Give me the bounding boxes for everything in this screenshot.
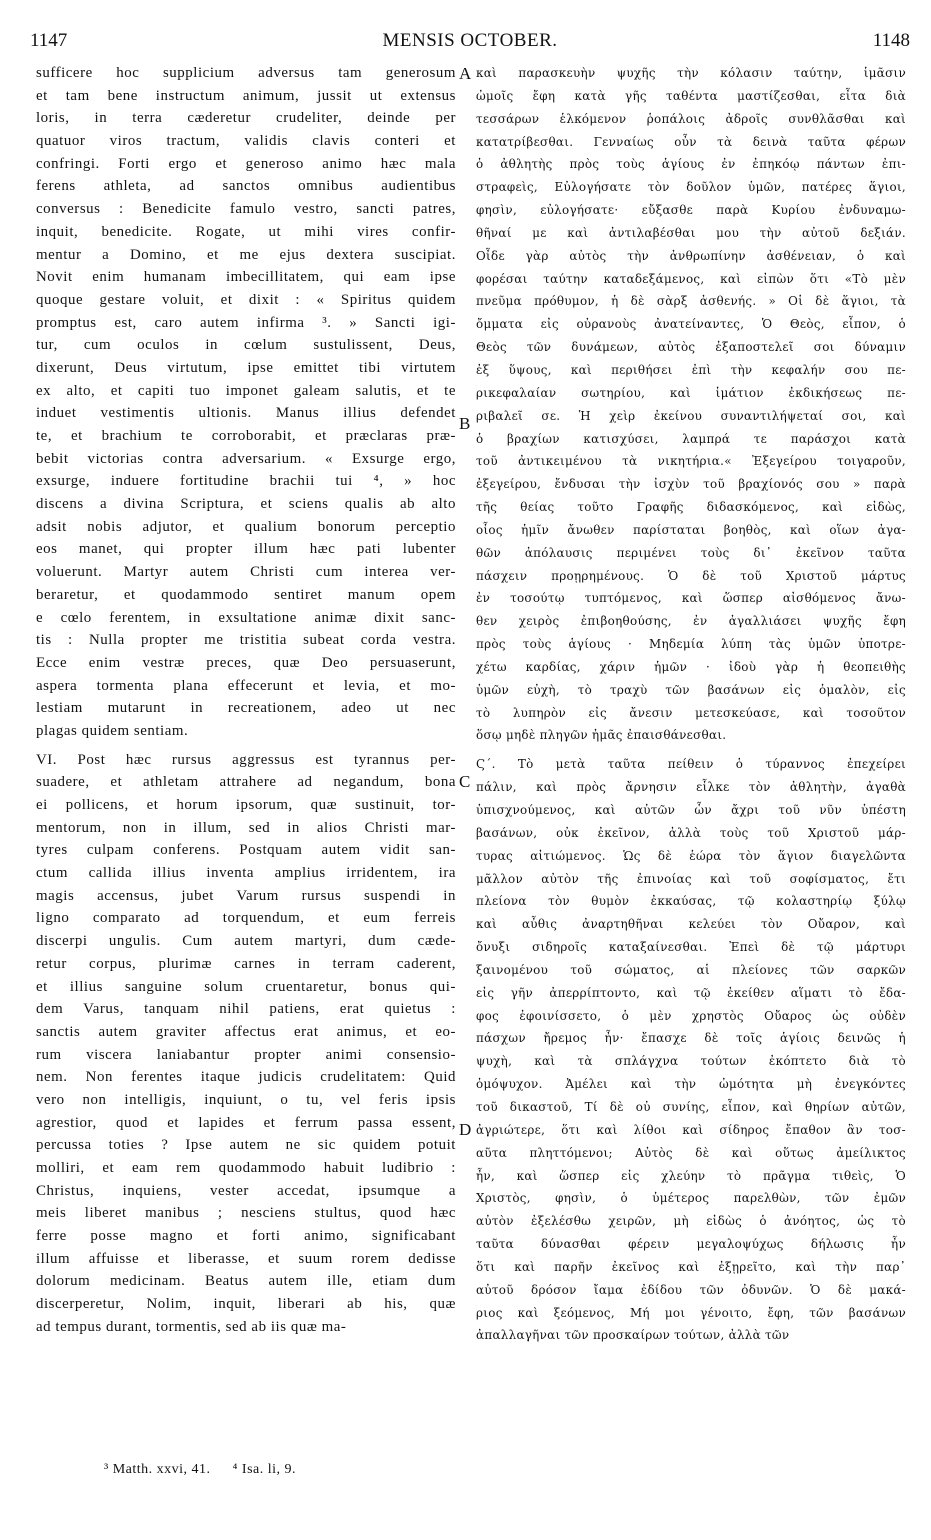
text-line: Ϛ΄. Τὸ μετὰ ταῦτα πείθειν ὁ τύραννος ἐπεχείρει	[476, 757, 906, 772]
text-line: τὸ λυπηρὸν εἰς ἄνεσιν μετεσκεύασε, καὶ τοσοῦτον	[476, 705, 906, 720]
page-number-left: 1147	[30, 30, 68, 51]
text-line: ὅσῳ μηδὲ πληγῶν ἡμᾶς ἐπαισθάνεσθαι.	[476, 728, 727, 743]
text-line: ξαινομένου τοῦ σώματος, αἱ πλείονες τῶν σαρκῶν	[476, 962, 906, 977]
text-line: conversus : Benedicite famulo vestro, sancti patres,	[36, 201, 456, 218]
text-line: ρικεφαλαίαν σωτηρίου, καὶ ἱμάτιον ἐκδικήσεως πε-	[476, 385, 906, 400]
text-line: αὐτὸν ἐξελέσθω χειρῶν, μὴ εἰδὼς ὁ ἀνόητος, ὡς τὸ	[476, 1214, 906, 1229]
text-line: ἀγριώτερε, ὅτι καὶ λίθοι καὶ σίδηρος ἔπαθον ἂν τοσ-	[476, 1122, 906, 1137]
text-line: loris, in terra cæderetur crudeliter, deinde per	[36, 110, 456, 127]
margin-marker-b: B	[459, 414, 471, 433]
text-line: ριος καὶ ξεόμενος, Μή μοι γένοιτο, ἔφη, τῶν βασάνων	[476, 1305, 906, 1320]
text-line: ad tempus durant, tormentis, sed ab iis quæ ma-	[36, 1318, 347, 1335]
text-line: κατατρίβεσθαι. Γενναίως οὖν τὰ δεινὰ ταῦτα φέρων	[476, 134, 906, 149]
text-line: mentur a Domino, et me ejus dextera suscipiat.	[36, 246, 456, 263]
text-line: rum viscera laniabantur propter animi consensio-	[36, 1046, 456, 1063]
text-line: ἐξ ὕψους, καὶ περιθήσει ἐπὶ τὴν κεφαλήν σου πε-	[476, 362, 906, 377]
text-line: ὑμῶν εὐχὴ, τὸ τραχὺ τῶν βασάνων εἰς ὁμαλὸν, εἰς	[476, 682, 906, 697]
text-line: ei pollicens, et horum ipsorum, quæ sustinuit, tor-	[36, 797, 456, 813]
text-line: Christus, inquiens, vester accedat, ipsumque a	[36, 1182, 456, 1199]
text-line: bebit victorias contra adversarium. « Exsurge ergo,	[36, 450, 456, 467]
latin-paragraph	[36, 62, 456, 743]
text-line: suadere, et athletam attrahere ad negandum, bona	[36, 774, 456, 791]
text-line: discerperetur, Nolim, inquit, liberari ab his, quæ	[36, 1296, 456, 1313]
text-line: τοῦ δικαστοῦ, Τί δὲ οὐ συνίης, εἶπον, καὶ θηρίων αὐτῶν,	[476, 1099, 906, 1114]
text-line: et tam bene instructum animum, jussit ut extensus	[36, 87, 456, 104]
text-line: nem. Non ferentes itaque judicis crudelitatem: Quid	[36, 1069, 456, 1086]
text-line: vero non intelligis, inquiunt, o tu, vel feris ipsis	[36, 1091, 456, 1108]
text-line: voluerunt. Martyr autem Christi cum interea ver-	[36, 564, 456, 581]
text-line: discerpi ungulis. Cum autem martyri, dum cæde-	[36, 933, 456, 950]
text-line: στραφεὶς, Εὐλογήσατε τὸν δοῦλον ὑμῶν, πατέρες ἅγιοι,	[476, 180, 906, 195]
text-line: ligno comparato ad torquendum, et eum ferreis	[36, 910, 456, 927]
text-line: ὁ ἀθλητὴς πρὸς τοὺς ἁγίους ἐν ἐπηκόῳ πάντων ἐπι-	[476, 157, 906, 172]
text-line: inquit, benedicite. Rogate, ut mihi vires confir-	[36, 223, 456, 240]
text-line: ὑπισχνούμενος, καὶ αὐτῶν ὧν ἄχρι τοῦ νῦν ὑπέστη	[476, 803, 906, 817]
text-line: πάσχειν προῃρημένους. Ὁ δὲ τοῦ Χριστοῦ μάρτυς	[476, 568, 906, 583]
greek-paragraph	[476, 753, 906, 1347]
text-line: dolorum medicinam. Beatus autem ille, etiam dum	[36, 1273, 456, 1290]
text-line: ὁ βραχίων κατισχύσει, λαμπρά τε παράσχοι κατὰ	[476, 431, 906, 446]
margin-marker-a: A	[459, 64, 472, 83]
text-line: μᾶλλον αὐτὸν τῆς ἐπινοίας καὶ τοῦ σοφίσματος, ἔτι	[476, 871, 906, 886]
text-line: βασάνων, οὐκ ἐκεῖνον, ἀλλὰ τοὺς τοῦ Χριστοῦ μάρ-	[476, 825, 906, 840]
text-line: τοῦ ἀντικειμένου τὰ νικητήρια.« Ἐξεγείρου τοιγαροῦν,	[476, 454, 906, 469]
text-line: agrestior, quod et lapides et ferrum passa essent,	[36, 1114, 456, 1131]
text-line: φησὶν, εὐλογήσατε· εὔξασθε παρὰ Κυρίου ἐνδυναμω-	[476, 203, 906, 218]
page-number-right: 1148	[872, 30, 910, 51]
text-line: ctum callida illius inventa amplius irridentem, ira	[36, 865, 456, 882]
text-line: ὅτι καὶ παρῆν ἐκεῖνος καὶ ἐξῃρεῖτο, καὶ τὴν παρ᾽	[476, 1259, 906, 1274]
running-title: MENSIS OCTOBER.	[382, 30, 558, 51]
footnotes	[104, 1462, 314, 1478]
margin-marker-d: D	[459, 1120, 472, 1139]
footnote: ⁴ Isa. li, 9.	[232, 1462, 297, 1477]
text-line: ἀπαλλαγῆναι τῶν προσκαίρων τούτων, ἀλλὰ τῶν	[476, 1328, 790, 1343]
text-line: quoque gestare voluit, et dixit : « Spiritus quidem	[36, 291, 456, 308]
text-line: ὄμματα εἰς οὐρανοὺς ἀνατείναντες, Ὁ Θεὸς, εἶπον, ὁ	[476, 317, 906, 332]
text-line: φορέσαι ταύτην καταδεξάμενος, καὶ εἰπὼν ὅτι «Τὸ μὲν	[476, 271, 906, 286]
text-line: καὶ παρασκευὴν ψυχῆς τὴν κόλασιν ταύτην, ἱμᾶσιν	[476, 66, 906, 80]
text-line: tis : Nulla propter me tristitia subeat corda vestra.	[36, 632, 456, 649]
footnote: ³ Matth. xxvi, 41.	[104, 1462, 211, 1477]
text-line: VI. Post hæc rursus aggressus est tyrannus per-	[36, 751, 456, 768]
text-line: aspera tormenta plana effecerunt et levia, et mo-	[36, 677, 456, 694]
text-line: τῆς θείας τοῦτο Γραφῆς διδασκόμενος, καὶ εἰδὼς,	[476, 500, 906, 515]
text-line: εἰς γῆν ἀπερρίπτοντο, καὶ τῷ ἐκείθεν αἵματι τὸ ἔδα-	[476, 985, 906, 1000]
text-line: ψυχὴ, καὶ τὰ σπλάγχνα τούτων ἐκόπτετο διὰ τὸ	[476, 1054, 906, 1069]
latin-paragraph	[36, 749, 456, 1339]
latin-column	[36, 62, 456, 1339]
text-line: induet vestimentis ultionis. Manus illius defendet	[36, 405, 456, 422]
text-line: promptus est, caro autem infirma ³. » Sancti igi-	[36, 314, 456, 331]
text-line: adsit nobis adjutor, et qualium bonorum perceptio	[36, 518, 456, 535]
text-line: ἐξεγείρου, ἔνδυσαι τὴν ἰσχὺν τοῦ βραχίονός σου » παρὰ	[476, 477, 906, 492]
text-line: sufficere hoc supplicium adversus tam generosum	[36, 65, 456, 81]
text-line: Θεὸς τῶν δυνάμεων, αὐτὸς ἐξαποστελεῖ σοι δύναμιν	[476, 340, 906, 355]
text-line: dixerunt, Deus virtutum, ipse emittet tibi virtutem	[36, 359, 456, 376]
text-line: discens a divina Scriptura, et sciens qualis ab alto	[36, 496, 456, 513]
text-line: φος ἐφοινίσσετο, ὁ μὲν χρηστὸς Οὔαρος ὡς οὐδὲν	[476, 1008, 906, 1023]
text-line: lestiam mutarunt in recreationem, adeo ut nec	[36, 700, 456, 717]
text-line: meis liberet manibus ; nesciens stultus, quod hæc	[36, 1205, 456, 1222]
text-line: ταῦτα δύνασθαι φέρειν μεγαλοψύχως δήλωσις ἦν	[476, 1237, 906, 1252]
text-line: τυρας αἰτιώμενος. Ὡς δὲ ἑώρα τὸν ἅγιον διαγελῶντα	[476, 848, 906, 863]
text-line: dem Varus, tanquam nihil patiens, erat quietus :	[36, 1001, 456, 1018]
text-line: πρὸς τοὺς ἁγίους · Μηδεμία λύπη τὰς ὑμῶν ὑποτρε-	[476, 637, 906, 652]
text-line: Ecce enim vestræ preces, quæ Deo persuaserunt,	[36, 654, 456, 671]
text-line: Οἶδε γὰρ αὐτὸς τὴν ἀνθρωπίνην ἀσθένειαν, ὁ καὶ	[476, 248, 906, 263]
text-line: καὶ αὖθις ἀναρτηθῆναι κελεύει τὸν Οὔαρον, καὶ	[476, 917, 906, 932]
text-line: illum affuisse et liberasse, et suum rorem dedisse	[36, 1250, 456, 1267]
margin-marker-c: C	[459, 772, 471, 791]
greek-column	[476, 62, 906, 1347]
text-line: et illius sanguine solum cruentaretur, bonus qui-	[36, 978, 456, 995]
text-line: ἦν, καὶ ὥσπερ εἰς χλεύην τὸ πρᾶγμα τιθεὶς, Ὁ	[476, 1168, 906, 1183]
text-line: αῦτα πληττόμενοι; Αὐτὸς δὲ καὶ οὕτως ἀμείλικτος	[476, 1145, 906, 1160]
text-line: θεν χειρὸς ἐπιβοηθούσης, ἐν ἀγαλλιάσει ψυχῆς ἔφη	[476, 614, 906, 629]
text-line: ex alto, et capiti tuo imponet galeam salutis, et te	[36, 382, 456, 399]
text-line: tur, cum oculos in cœlum sustulissent, Deus,	[36, 337, 456, 354]
text-line: αὐτοῦ δρόσον ἴαμα ἐδίδου τῶν ὀδυνῶν. Ὁ δὲ μακά-	[476, 1282, 906, 1297]
text-line: quatuor viros tractum, validis clavis conteri et	[36, 133, 456, 150]
text-line: ferre posse magno et forti animo, significabant	[36, 1228, 456, 1245]
text-line: tyres culpam conferens. Postquam autem vidit san-	[36, 842, 456, 859]
text-line: sanctis autem graviter affectus erat animus, et eo-	[36, 1023, 456, 1040]
text-line: οἷος ἡμῖν ἄνωθεν παρίσταται βοηθὸς, καὶ οἵων ἀγα-	[476, 522, 906, 537]
text-line: πάλιν, καὶ πρὸς ἄρνησιν εἷλκε τὸν ἀθλητὴν, ἀγαθὰ	[476, 780, 906, 795]
text-line: Χριστὸς, φησὶν, ὁ ὑμέτερος παρελθὼν, τῶν ἐμῶν	[476, 1191, 906, 1206]
text-line: confringi. Forti ergo et generoso animo hæc mala	[36, 155, 456, 172]
greek-paragraph	[476, 62, 906, 747]
text-line: retur corpus, plurimæ carnes in terram caderent,	[36, 955, 456, 972]
text-line: τεσσάρων ἑλκόμενον ῥοπάλοις ἀδροῖς συνθλᾶσθαι καὶ	[476, 111, 906, 126]
text-line: θῆναί με καὶ ἀντιλαβέσθαι μου τὴν αὐτοῦ δεξιάν.	[476, 225, 906, 240]
text-line: ριβαλεῖ σε. Ἡ χεὶρ ἐκείνου συναντιλήψεταί σοι, καὶ	[476, 408, 906, 423]
text-line: magis accensus, jubet Varum rursus suspendi in	[36, 887, 456, 904]
text-line: ὁμόψυχον. Ἀμέλει καὶ τὴν ὠμότητα μὴ ἐνεγκόντες	[476, 1077, 906, 1092]
text-line: πνεῦμα πρόθυμον, ἡ δὲ σὰρξ ἀσθενής. » Οἱ δὲ ἅγιοι, τὰ	[476, 294, 906, 309]
text-line: θῶν ἀπόλαυσις περιμένει τοὺς δι᾽ ἐκεῖνον ταῦτα	[476, 545, 906, 560]
text-line: πάσχων ἤρεμος ἦν· ἔπασχε δὲ τοῖς ἁγίοις δεινῶς ἡ	[476, 1031, 906, 1046]
text-line: πλείονα τὸν θυμὸν ἐκκαύσας, τῷ κολαστηρίῳ ξύλῳ	[476, 894, 906, 909]
text-line: ἐν τοσούτῳ τυπτόμενος, καὶ ὥσπερ αἰσθόμενος ἄνω-	[476, 591, 906, 606]
text-line: e cœlo ferentem, in exsultatione animæ dixit sanc-	[36, 609, 456, 626]
text-line: ὄνυξι σιδηροῖς καταξαίνεσθαι. Ἐπεὶ δὲ τῷ μάρτυρι	[476, 940, 906, 955]
page-header	[30, 30, 910, 58]
text-line: molliri, et eam rem quodammodo habuit ludibrio :	[36, 1160, 456, 1176]
text-line: exsurge, induere fortitudine brachii tui ⁴, » hoc	[36, 473, 456, 490]
text-line: mentorum, non in illum, sed in alios Christi mar-	[36, 819, 456, 836]
text-line: percussa toties ? Ipse autem ne sic quidem potuit	[36, 1137, 456, 1154]
text-line: beraretur, et quodammodo sentiret manum opem	[36, 586, 456, 603]
text-line: ὠμοῖς ἔφη κατὰ γῆς ταθέντα μαστίζεσθαι, εἶτα διὰ	[476, 88, 906, 103]
text-line: Novit enim humanam imbecillitatem, qui eam ipse	[36, 269, 456, 286]
text-line: te, et brachium te corroborabit, et præclaras præ-	[36, 428, 456, 444]
text-line: plagas quidem sentiam.	[36, 722, 189, 739]
text-line: χέτω καρδίας, χάριν ἡμῶν · ἰδοὺ γὰρ ἡ θεοπειθὴς	[476, 659, 906, 674]
text-line: ferens athleta, ad sanctos omnibus audientibus	[36, 178, 456, 195]
text-line: eos manet, qui propter illum hæc pati lubenter	[36, 541, 456, 558]
